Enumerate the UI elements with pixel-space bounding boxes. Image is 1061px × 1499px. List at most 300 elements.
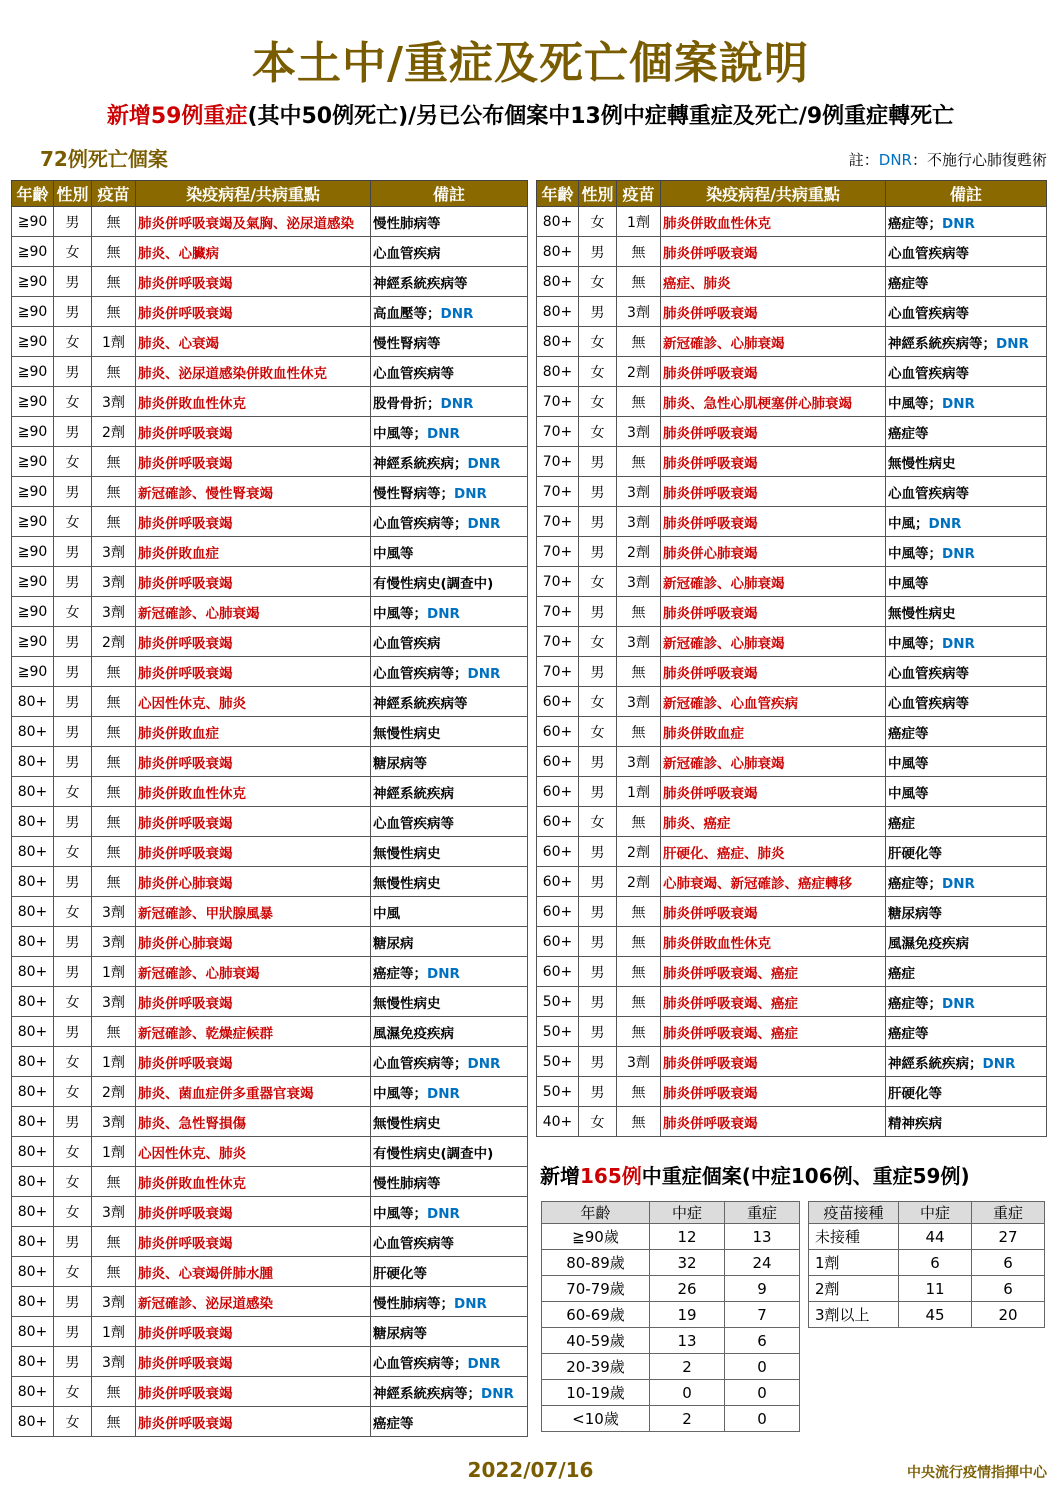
cell-vaccine: 2劑 <box>617 837 661 867</box>
cell-age-group: 20-39歲 <box>542 1354 650 1380</box>
table-row <box>537 1047 1047 1077</box>
cell-age: 80+ <box>12 1197 54 1227</box>
cell-vaccine: 無 <box>92 447 136 477</box>
cell-vaccine: 2劑 <box>617 867 661 897</box>
table-row <box>12 927 528 957</box>
remark-text: 股骨骨折； <box>373 395 441 412</box>
cell-remarks <box>371 717 528 747</box>
cell-course: 肺炎併呼吸衰竭 <box>661 357 886 387</box>
table-row <box>12 1257 528 1287</box>
remark-text: 無慢性病史 <box>373 725 441 742</box>
cell-course: 新冠確診、心肺衰竭 <box>661 627 886 657</box>
cell-age: ≧90 <box>12 237 54 267</box>
cell-vaccine: 1劑 <box>617 777 661 807</box>
cell-course: 肺炎併呼吸衰竭 <box>136 447 371 477</box>
cell-vaccine: 無 <box>92 717 136 747</box>
cell-vaccine: 3劑 <box>617 477 661 507</box>
remark-text: 肝硬化等 <box>888 845 942 862</box>
cell-vaccine: 無 <box>617 1017 661 1047</box>
cell-remarks <box>371 477 528 507</box>
cell-remarks <box>886 1077 1047 1107</box>
remark-text: 心血管疾病等 <box>373 1235 454 1252</box>
table-row <box>537 627 1047 657</box>
cell-sex: 男 <box>54 867 92 897</box>
cell-age: 80+ <box>12 1077 54 1107</box>
dnr-tag: DNR <box>454 485 487 502</box>
cell-course: 肺炎併呼吸衰竭 <box>136 627 371 657</box>
table-row <box>537 1107 1047 1137</box>
cell-sex: 男 <box>54 687 92 717</box>
death-cases-label: 72例死亡個案 <box>40 147 168 171</box>
cell-sex: 男 <box>54 1227 92 1257</box>
remark-text: 中風等 <box>888 755 929 772</box>
cell-course: 肺炎併呼吸衰竭 <box>661 1107 886 1137</box>
remark-text: 中風等； <box>888 635 942 652</box>
remark-text: 心血管疾病等； <box>373 665 468 682</box>
cell-remarks <box>886 267 1047 297</box>
cell-sex: 男 <box>54 357 92 387</box>
cell-severe: 0 <box>725 1380 800 1406</box>
table-row <box>537 957 1047 987</box>
table-row <box>12 417 528 447</box>
cell-sex: 女 <box>579 717 617 747</box>
table-row <box>12 987 528 1017</box>
col-course: 染疫病程/共病重點 <box>661 181 886 207</box>
cell-remarks <box>371 957 528 987</box>
cell-severe: 24 <box>725 1250 800 1276</box>
cell-vaccine: 無 <box>617 447 661 477</box>
cell-sex: 女 <box>579 1107 617 1137</box>
cell-age: ≧90 <box>12 567 54 597</box>
table-row <box>537 447 1047 477</box>
cell-vaccine: 3劑 <box>92 537 136 567</box>
remark-text: 神經系統疾病等 <box>373 695 468 712</box>
remark-text: 無慢性病史 <box>373 995 441 1012</box>
table-row <box>12 1287 528 1317</box>
table-row <box>537 717 1047 747</box>
vax-col-moderate: 中症 <box>899 1202 972 1224</box>
age-col-severe: 重症 <box>725 1202 800 1224</box>
dnr-tag: DNR <box>942 635 975 652</box>
cell-remarks <box>371 657 528 687</box>
cell-vaccine: 3劑 <box>92 987 136 1017</box>
cell-course: 肺炎、泌尿道感染併敗血性休克 <box>136 357 371 387</box>
cell-sex: 男 <box>54 807 92 837</box>
dnr-tag: DNR <box>427 605 460 622</box>
cell-sex: 男 <box>579 1077 617 1107</box>
cell-sex: 男 <box>579 237 617 267</box>
table-row <box>12 1137 528 1167</box>
remark-text: 心血管疾病等 <box>888 695 969 712</box>
remark-text: 中風等； <box>373 1085 427 1102</box>
page-title: 本土中/重症及死亡個案說明 <box>251 38 810 89</box>
table-row <box>537 897 1047 927</box>
dnr-tag: DNR <box>996 335 1029 352</box>
remark-text: 中風等 <box>373 545 414 562</box>
cell-vaccine: 無 <box>617 957 661 987</box>
cell-remarks <box>371 1287 528 1317</box>
cell-course: 新冠確診、乾燥症候群 <box>136 1017 371 1047</box>
cell-sex: 男 <box>579 957 617 987</box>
cell-remarks <box>886 897 1047 927</box>
table-row <box>542 1302 800 1328</box>
table-row <box>537 927 1047 957</box>
cell-course: 肺炎併呼吸衰竭 <box>136 1347 371 1377</box>
cell-course: 心因性休克、肺炎 <box>136 1137 371 1167</box>
cell-severe: 6 <box>725 1328 800 1354</box>
cell-moderate: 45 <box>899 1302 972 1328</box>
cell-course: 肺炎併呼吸衰竭 <box>661 447 886 477</box>
cell-vaccine: 3劑 <box>92 1197 136 1227</box>
cell-remarks <box>886 207 1047 237</box>
remark-text: 風濕免疫疾病 <box>373 1025 454 1042</box>
cell-course: 心肺衰竭、新冠確診、癌症轉移 <box>661 867 886 897</box>
cell-remarks <box>886 777 1047 807</box>
cell-course: 肺炎、菌血症併多重器官衰竭 <box>136 1077 371 1107</box>
cell-remarks <box>371 267 528 297</box>
cell-age: 80+ <box>12 1107 54 1137</box>
table-row <box>537 747 1047 777</box>
remark-text: 癌症等 <box>888 275 929 292</box>
remark-text: 神經系統疾病； <box>373 455 468 472</box>
vax-col-status: 疫苗接種 <box>809 1202 899 1224</box>
cell-age: 80+ <box>12 1407 54 1437</box>
cell-course: 肺炎併呼吸衰竭 <box>136 837 371 867</box>
remark-text: 無慢性病史 <box>373 875 441 892</box>
remark-text: 慢性腎病等； <box>373 485 454 502</box>
cell-age: 80+ <box>12 1167 54 1197</box>
cell-remarks <box>371 627 528 657</box>
cell-sex: 男 <box>54 657 92 687</box>
table-row <box>537 807 1047 837</box>
cell-course: 肺炎併呼吸衰竭 <box>136 1047 371 1077</box>
cell-remarks <box>886 387 1047 417</box>
table-row <box>542 1354 800 1380</box>
cell-age: ≧90 <box>12 597 54 627</box>
cell-remarks <box>886 987 1047 1017</box>
cell-vaccine: 無 <box>617 267 661 297</box>
dnr-tag: DNR <box>427 1205 460 1222</box>
remark-text: 中風 <box>373 905 400 922</box>
vaccine-table-header <box>809 1202 1045 1224</box>
cell-age: 80+ <box>12 1257 54 1287</box>
cell-remarks <box>886 597 1047 627</box>
cell-course: 肺炎併敗血性休克 <box>661 927 886 957</box>
cell-sex: 男 <box>54 537 92 567</box>
table-row <box>537 567 1047 597</box>
cell-vaccine: 無 <box>617 1107 661 1137</box>
cell-vaccine: 3劑 <box>617 567 661 597</box>
cell-age: 60+ <box>537 927 579 957</box>
cell-course: 肺炎併呼吸衰竭 <box>661 1047 886 1077</box>
cell-age: ≧90 <box>12 657 54 687</box>
cell-course: 肺炎併呼吸衰竭及氣胸、泌尿道感染 <box>136 207 371 237</box>
cell-remarks <box>371 207 528 237</box>
cell-age: 80+ <box>12 717 54 747</box>
remark-text: 心血管疾病等； <box>373 1055 468 1072</box>
cell-course: 心因性休克、肺炎 <box>136 687 371 717</box>
remark-text: 高血壓等； <box>373 305 441 322</box>
cell-course: 肺炎併心肺衰竭 <box>661 537 886 567</box>
cell-vaccine: 無 <box>92 1167 136 1197</box>
col-remarks: 備註 <box>371 181 528 207</box>
cell-remarks <box>886 867 1047 897</box>
cell-remarks <box>371 597 528 627</box>
col-remarks: 備註 <box>886 181 1047 207</box>
cell-course: 肺炎併敗血性休克 <box>136 387 371 417</box>
cell-age: 80+ <box>12 1287 54 1317</box>
cell-course: 肺炎併心肺衰竭 <box>136 867 371 897</box>
cell-vaccine: 無 <box>617 987 661 1017</box>
cell-sex: 男 <box>579 597 617 627</box>
cell-moderate: 13 <box>650 1328 725 1354</box>
cell-sex: 女 <box>54 1377 92 1407</box>
dnr-tag: DNR <box>427 1085 460 1102</box>
cell-remarks <box>371 1317 528 1347</box>
table-row <box>542 1380 800 1406</box>
cell-sex: 男 <box>54 1347 92 1377</box>
cell-remarks <box>886 357 1047 387</box>
col-vaccine: 疫苗 <box>92 181 136 207</box>
table-row <box>537 537 1047 567</box>
cell-age: 80+ <box>12 1317 54 1347</box>
cell-course: 肺炎併呼吸衰竭 <box>136 1227 371 1257</box>
table-row <box>537 597 1047 627</box>
new-cases-title <box>540 1163 970 1189</box>
cell-course: 新冠確診、心肺衰竭 <box>661 327 886 357</box>
cell-severe: 0 <box>725 1406 800 1432</box>
cell-vaccine-status: 2劑 <box>809 1276 899 1302</box>
remark-text: 癌症等 <box>373 1415 414 1432</box>
col-age: 年齡 <box>12 181 54 207</box>
dnr-tag: DNR <box>942 875 975 892</box>
table-row <box>809 1250 1045 1276</box>
dnr-tag: DNR <box>467 455 501 472</box>
dnr-tag: DNR <box>467 1355 501 1372</box>
cell-vaccine: 3劑 <box>617 747 661 777</box>
cell-sex: 男 <box>579 657 617 687</box>
cell-severe: 0 <box>725 1354 800 1380</box>
cell-course: 新冠確診、甲狀腺風暴 <box>136 897 371 927</box>
cell-course: 肺炎併敗血性休克 <box>136 777 371 807</box>
cell-sex: 男 <box>579 1017 617 1047</box>
cell-moderate: 32 <box>650 1250 725 1276</box>
note-dnr: DNR <box>878 151 912 169</box>
cell-remarks <box>371 1137 528 1167</box>
table-row <box>12 837 528 867</box>
table-row <box>12 867 528 897</box>
cell-age: 70+ <box>537 507 579 537</box>
cell-remarks <box>371 567 528 597</box>
cell-sex: 男 <box>54 207 92 237</box>
cell-vaccine: 3劑 <box>617 687 661 717</box>
cell-remarks <box>371 507 528 537</box>
cell-course: 肺炎併敗血性休克 <box>661 207 886 237</box>
cell-moderate: 0 <box>650 1380 725 1406</box>
table-row <box>809 1276 1045 1302</box>
table-row <box>542 1406 800 1432</box>
cell-vaccine: 2劑 <box>617 537 661 567</box>
cell-age-group: <10歲 <box>542 1406 650 1432</box>
cell-course: 新冠確診、心肺衰竭 <box>661 747 886 777</box>
remark-text: 糖尿病等 <box>888 905 942 922</box>
cell-age: 80+ <box>12 1047 54 1077</box>
cell-course: 肺炎併呼吸衰竭 <box>661 777 886 807</box>
table-row <box>12 297 528 327</box>
table-row <box>12 687 528 717</box>
dnr-tag: DNR <box>942 995 975 1012</box>
table-row <box>537 357 1047 387</box>
cell-age: 60+ <box>537 687 579 717</box>
cell-sex: 女 <box>579 327 617 357</box>
cell-sex: 女 <box>54 1047 92 1077</box>
cell-sex: 男 <box>54 297 92 327</box>
remark-text: 肝硬化等 <box>888 1085 942 1102</box>
cell-severe: 6 <box>972 1250 1045 1276</box>
dnr-tag: DNR <box>467 1055 501 1072</box>
dnr-tag: DNR <box>427 965 460 982</box>
cell-course: 肺炎併呼吸衰竭、癌症 <box>661 957 886 987</box>
cell-remarks <box>371 897 528 927</box>
cell-vaccine: 無 <box>92 267 136 297</box>
cell-remarks <box>371 237 528 267</box>
cell-remarks <box>371 1257 528 1287</box>
cell-vaccine: 無 <box>92 1227 136 1257</box>
cell-vaccine: 無 <box>92 237 136 267</box>
cell-remarks <box>886 747 1047 777</box>
cell-sex: 男 <box>54 747 92 777</box>
cell-course: 肺炎併呼吸衰竭 <box>136 507 371 537</box>
table-row <box>809 1302 1045 1328</box>
cell-sex: 女 <box>54 897 92 927</box>
vax-col-severe: 重症 <box>972 1202 1045 1224</box>
remark-text: 癌症等 <box>888 425 929 442</box>
cell-sex: 男 <box>579 837 617 867</box>
cell-sex: 女 <box>54 447 92 477</box>
cell-course: 肺炎、心衰竭併肺水腫 <box>136 1257 371 1287</box>
cell-vaccine: 1劑 <box>92 957 136 987</box>
cell-course: 肺炎併呼吸衰竭 <box>136 657 371 687</box>
cell-sex: 女 <box>54 1077 92 1107</box>
cell-course: 肺炎併呼吸衰竭 <box>661 1077 886 1107</box>
remark-text: 慢性肺病等 <box>373 1175 441 1192</box>
note-suffix: ：不施行心肺復甦術 <box>911 151 1047 169</box>
cell-age: 50+ <box>537 1047 579 1077</box>
cell-remarks <box>371 1077 528 1107</box>
age-table-header <box>542 1202 800 1224</box>
cell-vaccine: 無 <box>92 1017 136 1047</box>
cell-vaccine: 3劑 <box>92 1107 136 1137</box>
cell-remarks <box>371 447 528 477</box>
death-cases-table-left <box>11 180 528 1437</box>
cell-course: 肺炎、急性心肌梗塞併心肺衰竭 <box>661 387 886 417</box>
cell-age: 80+ <box>12 927 54 957</box>
cell-remarks <box>371 1017 528 1047</box>
cell-age-group: 70-79歲 <box>542 1276 650 1302</box>
table-row <box>537 327 1047 357</box>
remark-text: 風濕免疫疾病 <box>888 935 969 952</box>
cell-course: 新冠確診、心肺衰竭 <box>136 957 371 987</box>
cell-age: 60+ <box>537 747 579 777</box>
cell-vaccine: 3劑 <box>92 927 136 957</box>
cell-age: 60+ <box>537 897 579 927</box>
cell-course: 新冠確診、心血管疾病 <box>661 687 886 717</box>
cell-vaccine: 無 <box>92 357 136 387</box>
dnr-tag: DNR <box>982 1055 1016 1072</box>
cell-vaccine: 無 <box>92 1257 136 1287</box>
cell-vaccine: 3劑 <box>92 897 136 927</box>
cell-age: 70+ <box>537 657 579 687</box>
cell-course: 肺炎併呼吸衰竭 <box>136 807 371 837</box>
cell-vaccine: 2劑 <box>617 357 661 387</box>
cell-sex: 女 <box>579 357 617 387</box>
remark-text: 中風等； <box>888 395 942 412</box>
cell-remarks <box>886 957 1047 987</box>
cell-remarks <box>371 777 528 807</box>
cell-sex: 女 <box>579 807 617 837</box>
cell-age: ≧90 <box>12 627 54 657</box>
cell-sex: 男 <box>579 1047 617 1077</box>
table-row <box>537 867 1047 897</box>
cell-remarks <box>886 1047 1047 1077</box>
dnr-tag: DNR <box>454 1295 487 1312</box>
cell-course: 肺炎併呼吸衰竭 <box>661 237 886 267</box>
cell-age-group: ≧90歲 <box>542 1224 650 1250</box>
cell-vaccine: 2劑 <box>92 627 136 657</box>
table-row <box>12 747 528 777</box>
table-row <box>537 267 1047 297</box>
cell-remarks <box>886 627 1047 657</box>
table-row <box>542 1276 800 1302</box>
cell-sex: 女 <box>54 597 92 627</box>
cell-moderate: 2 <box>650 1406 725 1432</box>
remark-text: 心血管疾病等 <box>373 365 454 382</box>
cell-sex: 男 <box>54 1287 92 1317</box>
cell-remarks <box>886 417 1047 447</box>
cell-remarks <box>886 237 1047 267</box>
cell-age-group: 60-69歲 <box>542 1302 650 1328</box>
cell-vaccine: 3劑 <box>617 627 661 657</box>
cell-sex: 男 <box>54 1317 92 1347</box>
remark-text: 無慢性病史 <box>373 1115 441 1132</box>
cell-age: 70+ <box>537 477 579 507</box>
remark-text: 肝硬化等 <box>373 1265 427 1282</box>
cell-sex: 男 <box>579 477 617 507</box>
dnr-tag: DNR <box>942 215 975 232</box>
cell-vaccine: 無 <box>92 207 136 237</box>
cell-sex: 男 <box>54 717 92 747</box>
table-row <box>12 627 528 657</box>
cell-sex: 女 <box>54 1407 92 1437</box>
remark-text: 心血管疾病 <box>373 635 441 652</box>
cell-course: 肺炎併敗血症 <box>136 537 371 567</box>
cell-course: 肺炎併呼吸衰竭 <box>661 507 886 537</box>
cell-vaccine: 3劑 <box>617 297 661 327</box>
cell-vaccine: 無 <box>92 477 136 507</box>
remark-text: 無慢性病史 <box>888 455 956 472</box>
col-age: 年齡 <box>537 181 579 207</box>
table-row <box>12 1317 528 1347</box>
table-row <box>537 1077 1047 1107</box>
table-row <box>12 267 528 297</box>
cell-course: 肺炎併呼吸衰竭 <box>136 747 371 777</box>
cell-vaccine: 無 <box>92 747 136 777</box>
cell-age: 60+ <box>537 957 579 987</box>
cell-vaccine: 無 <box>92 777 136 807</box>
cell-vaccine: 無 <box>617 897 661 927</box>
cell-vaccine: 3劑 <box>92 597 136 627</box>
remark-text: 慢性肺病等； <box>373 1295 454 1312</box>
